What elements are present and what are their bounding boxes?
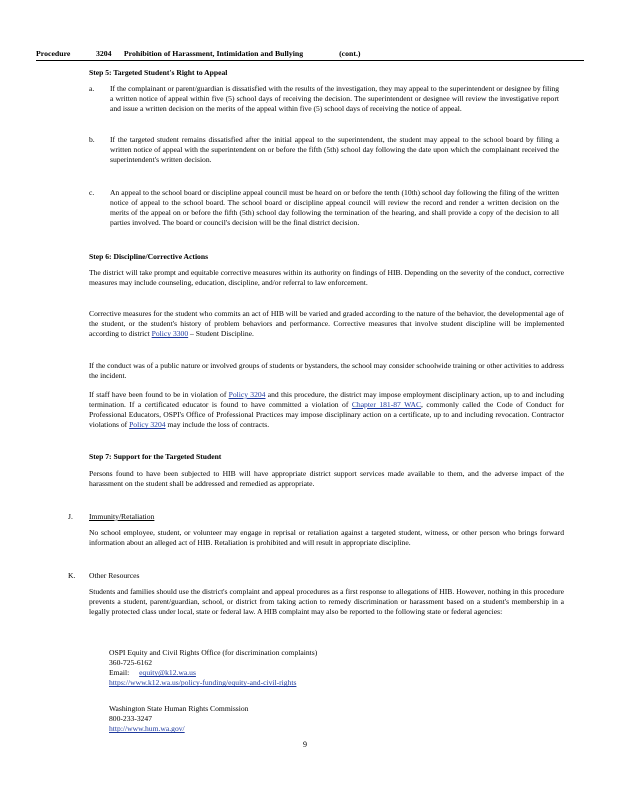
page-number: 9 (303, 740, 307, 749)
section-j-paragraph: No school employee, student, or volunteer may engage in reprisal or retaliation against a targeted student, witness, or other person who brings forward information about an alleged act of HIB. Retaliation is prohibited and will result in appropriate discipline. (89, 528, 564, 548)
ospi-url-link[interactable]: https://www.k12.wa.us/policy-funding/equity-and-civil-rights (109, 678, 297, 688)
step7-paragraph: Persons found to have been subjected to HIB will have appropriate district support services made available to them, and the adverse impact of the harassment on the student shall be addressed and remedied as appropriate. (89, 469, 564, 489)
text-run: If staff have been found to be in violation of (89, 390, 229, 399)
email-label: Email: (109, 668, 130, 678)
resource-phone: 800-233-3247 (109, 714, 153, 724)
step6-paragraph-2 (89, 309, 564, 339)
item-letter: b. (89, 135, 95, 144)
section-k-title: Other Resources (89, 571, 140, 580)
section-k-paragraph: Students and families should use the district's complaint and appeal procedures as a first response to allegations of HIB. However, nothing in this procedure prevents a student, parent/guardian, school, or district from taking action to remedy discrimination or harassment based on a student's membership in a legally protected class under local, state or federal law. A HIB complaint may also be reported to the following state or federal agencies: (89, 587, 564, 617)
step7-heading: Step 7: Support for the Targeted Student (89, 452, 222, 461)
step5-item-a (89, 84, 559, 114)
policy-3204-link[interactable]: Policy 3204 (129, 420, 166, 430)
item-text: If the targeted student remains dissatisfied after the initial appeal to the superintendent, the student may appeal to the school board by filing a written notice of appeal with the superintendent on or before the fifth (5th) school day following the date upon which the complainant received the superintendent's written decision. (110, 135, 559, 165)
resource-email-row (109, 668, 529, 678)
step6-paragraph-1: The district will take prompt and equitable corrective measures within its authority on findings of HIB. Depending on the severity of the conduct, corrective measures may include counseling, education, discipline, and/or referral to law enforcement. (89, 268, 564, 288)
text-run: Corrective measures for the student who commits an act of HIB will be varied and graded according to the nature of the behavior, the developmental age of the student, or the student's history of problem behaviors and performance. Corrective measures that involve student discipline will be implemented according to district (89, 309, 564, 339)
procedure-number: 3204 (95, 49, 112, 58)
text-run: , commonly called the Code of Conduct for Professional Educators, OSPI's Office of Professional Practices may impose disciplinary action on a certificate, up to and including revocation. Contractor violations of (89, 400, 565, 430)
section-j-letter: J. (68, 512, 73, 521)
step5-heading: Step 5: Targeted Student's Right to Appeal (89, 68, 228, 77)
resource-phone: 360-725-6162 (109, 658, 153, 668)
text-run: – Student Discipline. (188, 329, 254, 339)
resource-hrc (109, 704, 529, 734)
text-run: and this procedure, the district may impose employment disciplinary action, up to and including termination. If a certificated educator is found to have committed a violation of (89, 390, 564, 410)
section-k-letter: K. (68, 571, 76, 580)
resource-name: Washington State Human Rights Commission (109, 704, 249, 713)
procedure-cont: (cont.) (339, 49, 361, 58)
hrc-url-link[interactable]: http://www.hum.wa.gov/ (109, 724, 185, 734)
text-run: may include the loss of contracts. (165, 420, 270, 430)
section-j-title: Immunity/Retaliation (89, 512, 155, 521)
step6-paragraph-3: If the conduct was of a public nature or involved groups of students or bystanders, the school may consider schoolwide training or other activities to address the incident. (89, 361, 564, 381)
email-link[interactable]: equity@k12.wa.us (139, 668, 196, 678)
procedure-title: Prohibition of Harassment, Intimidation and Bullying (123, 49, 304, 58)
item-letter: a. (89, 84, 95, 93)
item-letter: c. (89, 188, 95, 197)
resource-name: OSPI Equity and Civil Rights Office (for discrimination complaints) (109, 648, 318, 657)
item-text: If the complainant or parent/guardian is dissatisfied with the results of the investigation, they may appeal to the superintendent or designee by filing a written notice of appeal within five (5) school days of receiving the decision. The superintendent or designee will review the investigative report and issue a written decision on the merits of the appeal within five (5) school days of receiving the notice of appeal. (110, 84, 559, 114)
resource-ospi (109, 648, 529, 688)
step5-item-c (89, 188, 559, 228)
item-text: An appeal to the school board or discipline appeal council must be heard on or before the tenth (10th) school day following the filing of the written notice of appeal to the school board. The school board or discipline appeal council will review the record and render a written decision on the merits of the appeal on or before the fifth (5th) school day following the termination of the hearing, and shall provide a copy of the decision to all parties involved. The board or council's decision will be the final district decision. (110, 188, 559, 228)
procedure-label: Procedure (36, 49, 71, 58)
policy-3204-link[interactable]: Policy 3204 (228, 390, 266, 399)
policy-3300-link[interactable]: Policy 3300 (151, 329, 189, 339)
step6-paragraph-4 (89, 390, 564, 430)
step5-item-b (89, 135, 559, 165)
procedure-header (36, 49, 584, 61)
wac-chapter-link[interactable]: Chapter 181-87 WAC (351, 400, 422, 410)
step6-heading: Step 6: Discipline/Corrective Actions (89, 252, 209, 261)
